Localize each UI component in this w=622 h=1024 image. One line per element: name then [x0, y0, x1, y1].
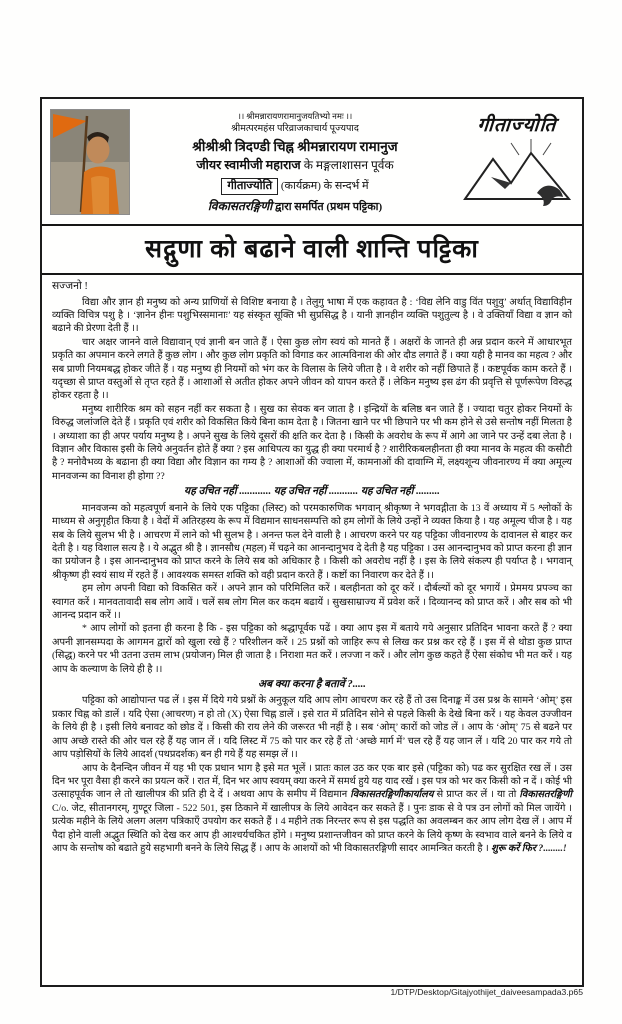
jeeyar-line-rest: के मङ्गलाशासन पूर्वक: [303, 158, 394, 173]
file-path: 1/DTP/Desktop/Gitajyothijet_daiveesampada3.p65: [390, 987, 583, 997]
paragraph-3: मनुष्य शारीरिक श्रम को सहन नहीं कर सकता है । सुख का सेवक बन जाता है । इन्द्रियों के बलिष्ठ बन जाते हैं । ज्यादा चतुर होकर नियमों के विरुद्ध जलांजलि देते हैं । प्रकृति एवं शरीर को विकसित किये बिना काम देता है । जितना खाने पर भी छिपाने पर भी कम होने से उसे सन्तोष नहीं मिलता है । अध्याशा का ही अपर पर्याय मनुष्य है । अपने सुख के लिये दूसरों की क्षति कर देता है । किसी के अवरोध के रूप में आगे आ जाने पर उन्हें दबा लेता है । विज्ञान और विकास इसी के लिये अनुवर्तन होते हैं क्या ? इस आधिपत्य का युद्ध ही क्या परमार्थ है ? शारीरिकबलहीनता ही क्या मानव के महत्व की कसौटी है ? मनोवैभव्य के बढाना ही क्या विद्या और विज्ञान का गम्य है ? आशाओं की ज्वाला में, कामनाओं की दावाग्नि में, लक्ष्यशून्य जीवनारण्य में क्या अमूल्य मानवजन्म का विनाश ही होगा ??: [52, 403, 572, 482]
vikasatarangini-line: [134, 199, 456, 215]
jeeyar-line: [134, 158, 456, 174]
paragraph-8-part-b: से प्राप्त कर लें । या तो: [433, 789, 520, 801]
paragraph-4: मानवजन्म को महत्वपूर्ण बनाने के लिये एक पट्टिका (लिस्ट) को परमकारुणिक भगवान् श्रीकृष्ण ने भगवद्गीता के 13 वें अध्याय में 5 श्लोकों के माध्यम से अनुगृहीत किया है । वेदों में अतिरहस्य के रूप में विद्यमान साधनसम्पत्ति को हम लोगों के लिये उन्हों ने व्यक्त किया है । यह अमूल्य चीज है । यह सब के लिये सुलभ भी है । आचरण में लाने को भी सुलभ है । अनन्त फल देने वाली है । आचरण करने पर यह पट्टिका जीवनारण्य के दावानल से बाहर कर देती है । यह विशाल सत्य है । ये अद्भुत श्री है । ज्ञानसौध (महल) में चढ़ने का आनन्दानुभव दे देती है यह पट्टिका । उस आनन्दानुभव को प्राप्त करना ही ज्ञान का प्रयोजन है । इस आनन्दानुभव को प्राप्त करने के लिये सब को अधिकार है । किसी को अवरोध नहीं है । इस के लिये संकल्प ही पर्याप्त है । भगवान् श्रीकृष्ण ही स्वयं साथ में रहते हैं । आवश्यक समस्त शक्ति को वही प्रदान करते हैं । कष्टों का निवारण कर देते हैं ।।: [52, 502, 572, 581]
paragraph-5: हम लोग अपनी विद्या को विकसित करें । अपने ज्ञान को परिमिलित करें । बलहीनता को दूर करें । दौर्बल्यों को दूर भगायें । प्रेममय प्रपञ्च का स्वागत करें । मानवतावादी सब लोग आवें । चलें सब लोग मिल कर कदम बढायें । सुखसाम्राज्य में प्रवेश करें । दिव्यानन्द को प्राप्त करें । और सब को भी आनन्द प्रदान करें ।।: [52, 583, 572, 621]
gitajyoti-context-rest: (कार्यक्रम) के सन्दर्भ में: [280, 180, 369, 192]
section-heading-1: यह उचित नहीं ............ यह उचित नहीं ........... यह उचित नहीं .........: [184, 486, 440, 498]
flying-figure-icon: [537, 186, 563, 206]
paragraph-8-part-c: C/o. जेट, सीतानगरम्, गुण्टूर जिला - 522 501, इस ठिकाने में खालीपत्र के लिये आवेदन कर सकते हैं । पुनः डाक से वे पत्र उन लोगों को मिल जायेंगे । प्रत्येक महीने के लिये अलग अलग पत्रिकाएँ उपयोग कर सकते हैं । 4 महीने तक निरन्तर रूप से इस पद्धति का अवलम्बन कर आप लोग देख लें । आप में पैदा होने वाली अद्भुत स्थिति को देख कर आप ही आश्चर्यचकित होंगे । मनुष्य प्रशान्तजीवन को प्राप्त करने के लिये कृष्ण के स्वभाव वाले बनने के लिये व आप के सन्तोष को बढाते हुये सहभागी बनने के लिये सिद्ध हैं । आप के आशयों को भी विकासतरङ्गिणी सादर आमन्त्रित करती है ।: [52, 802, 572, 854]
paragraph-2: चार अक्षर जानने वाले विद्यावान् एवं ज्ञानी बन जाते हैं । ऐसा कुछ लोग स्वयं को मानते हैं । अक्षरों के जानते ही अन्न प्रदान करने में आधारभूत प्रकृति का अपमान करने लगते हैं कुछ लोग । और कुछ लोग प्रकृति को विगाड कर आत्मविनाश की ओर दौड लगाते हैं । क्या यही है मानव का महत्व ? और सब प्राणी नियमबद्ध होकर जीते हैं । यह मनुष्य ही नियमों को भंग कर के विलास के लिये जीता है । वे शरीर को नहीं छिपाते हैं । कष्टपूर्वक काम करते हैं । यदृच्छा से प्राप्त वस्तुओं से तृप्त रहते हैं । आशाओं से अतीत होकर अपने जीवन को यापन करते हैं । लेकिन मनुष्य इस ढंग की प्रवृत्ति से पूर्णरूपेण विरुद्ध होकर रहता है ।।: [52, 336, 572, 402]
logo-illustration: [461, 137, 573, 215]
vikasatarangini-mention: विकासतरङ्गिणी: [519, 789, 572, 801]
jeeyar-name: जीयर स्वामीजी महाराज: [196, 158, 301, 173]
acharya-name-line: श्रीश्रीश्री त्रिदण्डी चिह्न श्रीमन्नारायण रामानुज: [192, 138, 398, 154]
paragraph-6: * आप लोगों को इतना ही करना है कि - इस पट्टिका को श्रद्धापूर्वक पढें । क्या आप इस में बताये गये अनुसार प्रतिदिन भावना करते हैं ? क्या अपनी ज्ञानसम्पदा के आगमन द्वारों को खुला रखे हैं ? परिशीलन करें । 25 प्रश्नों को जाहिर रूप से लिख कर प्रश्न कर रहे हैं । इस में से थोडा कुछ प्राप्त (सिद्ध) करने पर भी उतना उत्तम लाभ (प्रयोजन) मिल ही जाता है । निराशा मत करें । लज्जा न करें । और लोग कुछ कहते हैं ऐसा संकोच भी मत करें । यह आप के कल्याण के लिये ही है ।।: [52, 623, 572, 675]
salutation: सज्जनो !: [52, 281, 88, 292]
paragraph-8-part-a: आप के दैनन्दिन जीवन में यह भी एक प्रधान भाग है इसे मत भूलें । प्रातः काल उठ कर एक बार इसे (पट्टिका को) पढ कर सुरक्षित रख लें । उस दिन भर पूरा वैसा ही करने का प्रयत्न करें । रात में, दिन भर आप स्वयम् क्या करने में समर्थ हुये यह याद रखें । इस पत्र को भर कर किसी को न दें । कोई भी उत्साहपूर्वक जान ले तो खालीपत्र की प्रति ही दे दें । अथवा आप के समीप में विद्यमान: [52, 762, 572, 801]
parampara-line: श्रीमत्परमहंस परिव्राजकाचार्य पूज्यपाद: [231, 123, 359, 134]
invocation-line: ।। श्रीमन्नारायणरामानुजयतिभ्यो नमः ।।: [237, 111, 353, 121]
page-title: सद्गुणा को बढाने वाली शान्ति पट्टिका: [145, 236, 479, 263]
paragraph-7: पट्टिका को आद्योपान्त पढ लें । इस में दिये गये प्रश्नों के अनुकूल यदि आप लोग आचरण कर रहे हैं तो उस दिनाङ्क में उस प्रश्न के सामने ‘ओम्’ इस प्रकार चिह्न को डालें । यदि ऐसा (आचरण) न हो तो (X) ऐसा चिह्न डालें । इसे रात में प्रतिदिन सोने से पहले किसी के देखे बिना करें । यह केवल उज्जीवन के लिये ही है । इसी लिये बनावट को छोड दें । किसी की राय लेने की जरूरत भी नहीं है । सब ‘ओम्’ कारों को जोड लें । आप के ‘ओम्’ 75 से बढने पर आप अच्छे रास्ते की ओर चल रहे हैं यह जान लें । यदि लिस्ट में 75 को पार कर रहे हैं तो ‘अच्छे मार्ग में’ चल रहे हैं यह जान लें । यदि 20 पार कर गये तो आप पड़ोसियों के लिये आदर्श (पथप्रदर्शक) बन ही गये हैं यह समझ लें ।।: [52, 695, 572, 761]
swami-photo: [50, 109, 130, 215]
document-frame: [40, 97, 584, 987]
swami-photo-illustration: [51, 110, 129, 214]
vikasatarangini-office-mention: विकासतरङ्गिणीकार्यालय: [350, 789, 434, 801]
title-band: [42, 224, 582, 275]
gitajyoti-context-line: [134, 178, 456, 195]
vikasatarangini-name: विकासतरङ्गिणी: [207, 199, 273, 214]
logo-wordmark: गीताज्योति: [476, 115, 558, 136]
gitajyoti-wordbox: गीताज्योति: [221, 178, 278, 195]
header: [42, 99, 582, 224]
vikasatarangini-rest: द्वारा समर्पित (प्रथम पट्टिका): [275, 201, 383, 214]
paragraph-8: [52, 762, 572, 856]
paragraph-1: विद्या और ज्ञान ही मनुष्य को अन्य प्राणियों से विशिष्ट बनाया है । तेलुगु भाषा में एक कहावत है : ‘विद्य लेनि वाडु विंत पशुवु’ अर्थात् विद्याविहीन व्यक्ति विचित्र पशु है । ‘ज्ञानेन हीनः पशुभिस्समानाः’ यह संस्कृत सूक्ति भी सुप्रसिद्ध है । यानी ज्ञानहीन व्यक्ति पशुतुल्य है । वे उक्तियाँ विद्या व ज्ञान को बढाने की प्रेरणा देती हैं ।।: [52, 296, 572, 335]
gitajyoti-logo: [460, 109, 574, 220]
section-heading-2: अब क्या करना है बतावें ?.....: [258, 678, 366, 690]
body-content: [42, 275, 582, 855]
closing-exhortation: शुरू करें फिर ?........!: [491, 842, 567, 854]
header-text-block: [130, 109, 460, 215]
